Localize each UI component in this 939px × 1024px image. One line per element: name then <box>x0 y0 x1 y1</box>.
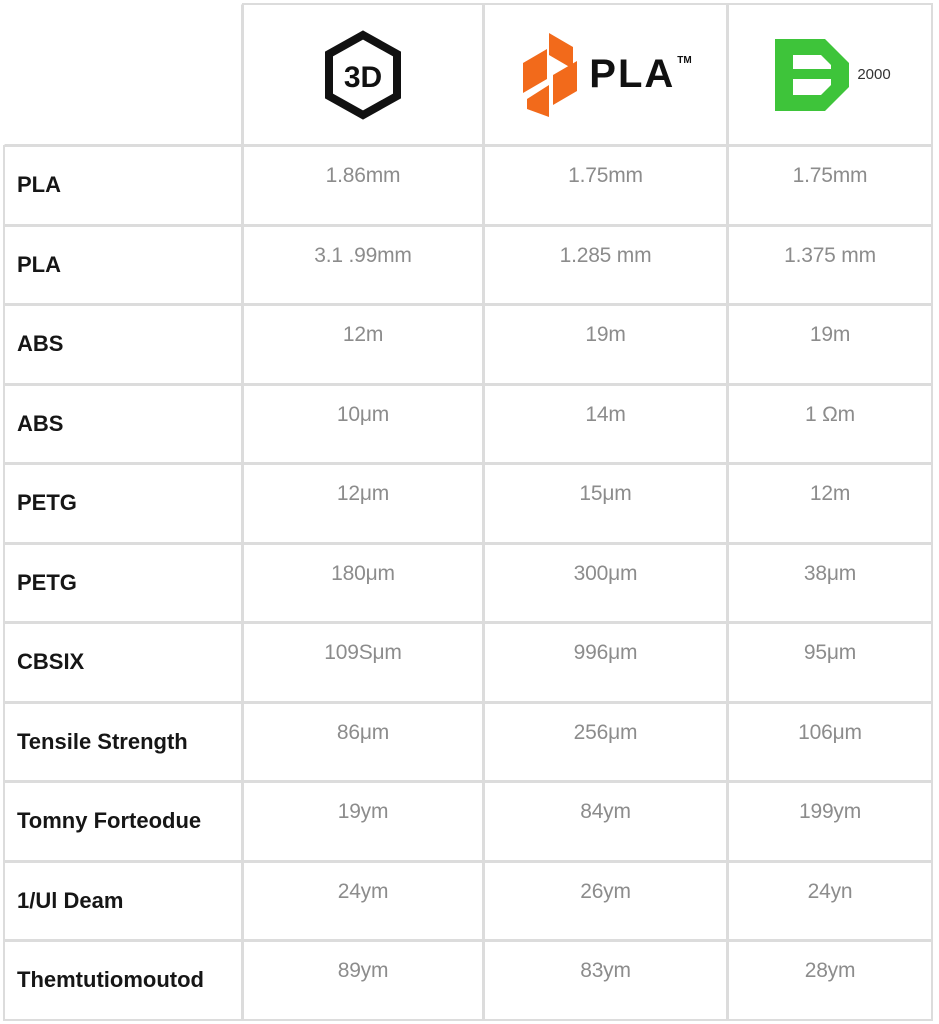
row-value: 24yn <box>727 861 933 942</box>
brand-pla-header <box>483 3 728 146</box>
header-corner <box>3 3 243 146</box>
row-value: 300μm <box>483 543 728 624</box>
row-value: 28ym <box>727 940 933 1021</box>
row-value: 256μm <box>483 702 728 783</box>
row-value: 12m <box>727 463 933 544</box>
row-value: 89ym <box>242 940 484 1021</box>
row-value: 84ym <box>483 781 728 862</box>
row-label: CBSIX <box>3 622 243 703</box>
row-label: ABS <box>3 304 243 385</box>
3d-hexagon-logo <box>321 29 405 121</box>
green-e-logo <box>769 33 855 117</box>
row-value: 38μm <box>727 543 933 624</box>
row-label: PETG <box>3 543 243 624</box>
row-value: 180μm <box>242 543 484 624</box>
row-value: 19ym <box>242 781 484 862</box>
3d-logo-text: 3D <box>343 60 383 94</box>
row-value: 86μm <box>242 702 484 783</box>
row-value: 106μm <box>727 702 933 783</box>
row-value: 109Sμm <box>242 622 484 703</box>
row-value: 15μm <box>483 463 728 544</box>
row-value: 10μm <box>242 384 484 465</box>
row-label: Themtutiomoutod <box>3 940 243 1021</box>
row-value: 1.285 mm <box>483 225 728 306</box>
row-value: 3.1 .99mm <box>242 225 484 306</box>
row-value: 12m <box>242 304 484 385</box>
row-value: 95μm <box>727 622 933 703</box>
brand-e-header <box>727 3 933 146</box>
row-value: 12μm <box>242 463 484 544</box>
brand-e-label: 2000 <box>857 66 891 83</box>
row-value: 1.75mm <box>727 145 933 226</box>
row-label: PLA <box>3 225 243 306</box>
row-label: Tomny Forteodue <box>3 781 243 862</box>
trademark-mark: TM <box>677 55 692 66</box>
row-label: ABS <box>3 384 243 465</box>
row-label: PETG <box>3 463 243 544</box>
row-value: 1.86mm <box>242 145 484 226</box>
row-value: 1.375 mm <box>727 225 933 306</box>
brand-3d-header <box>242 3 484 146</box>
row-value: 996μm <box>483 622 728 703</box>
row-value: 14m <box>483 384 728 465</box>
row-value: 24ym <box>242 861 484 942</box>
row-value: 199ym <box>727 781 933 862</box>
row-label: Tensile Strength <box>3 702 243 783</box>
orange-cube-logo <box>519 29 581 121</box>
comparison-table <box>4 4 933 1021</box>
row-value: 19m <box>483 304 728 385</box>
row-label: PLA <box>3 145 243 226</box>
row-value: 19m <box>727 304 933 385</box>
row-value: 83ym <box>483 940 728 1021</box>
row-value: 1 Ωm <box>727 384 933 465</box>
row-label: 1/Ul Deam <box>3 861 243 942</box>
row-value: 26ym <box>483 861 728 942</box>
pla-wordmark: PLA <box>589 52 676 96</box>
row-value: 1.75mm <box>483 145 728 226</box>
